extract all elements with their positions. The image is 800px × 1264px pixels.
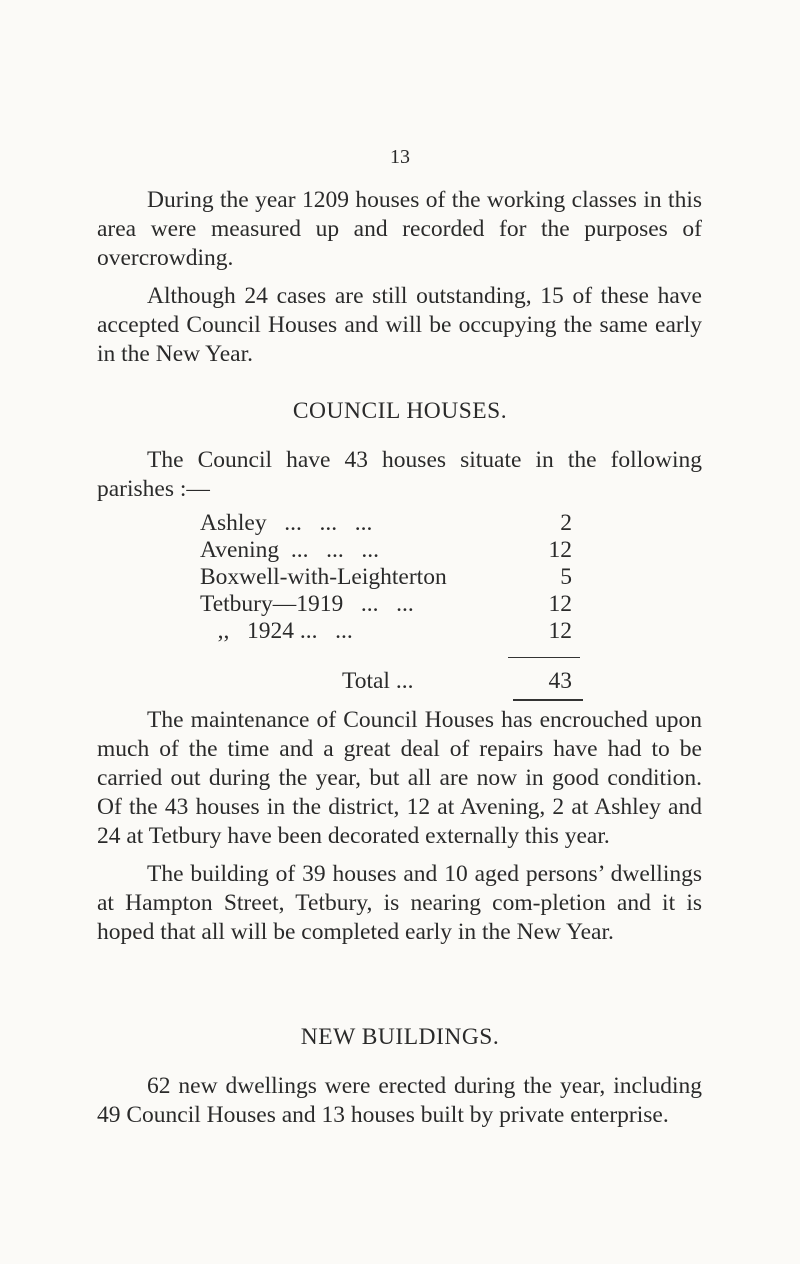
paragraph-council-houses-intro bbox=[97, 446, 702, 504]
parish-name: Avening ... ... ... bbox=[200, 537, 380, 563]
paragraph-text: Although 24 cases are still outstanding, 15 of these have accepted Council Houses and will be occupying the same early in the New Year. bbox=[97, 283, 702, 367]
total-label: Total ... bbox=[342, 668, 414, 694]
table-total-row bbox=[200, 668, 600, 696]
paragraph-text: The building of 39 houses and 10 aged persons’ dwellings at Hampton Street, Tetbury, is nearing com-pletion and it is hoped that all will be completed early in the New Year. bbox=[97, 861, 702, 945]
total-value: 43 bbox=[548, 668, 572, 694]
table-row bbox=[200, 537, 600, 565]
table-row bbox=[200, 591, 600, 619]
paragraph-working-class-houses bbox=[97, 186, 702, 273]
parish-count: 12 bbox=[548, 537, 572, 563]
parish-name: ,, 1924 ... ... bbox=[200, 618, 353, 644]
total-rule-top bbox=[508, 657, 580, 658]
heading-council-houses: COUNCIL HOUSES. bbox=[292, 398, 508, 424]
parish-name: Boxwell-with-Leighterton bbox=[200, 564, 447, 590]
paragraph-outstanding-cases bbox=[97, 282, 702, 369]
heading-new-buildings: NEW BUILDINGS. bbox=[300, 1024, 500, 1050]
paragraph-new-dwellings bbox=[97, 1072, 702, 1130]
page-number: 13 bbox=[390, 146, 410, 168]
paragraph-text: 62 new dwellings were erected during the year, including 49 Council Houses and 13 houses built by private enterprise. bbox=[97, 1073, 702, 1128]
paragraph-text: The maintenance of Council Houses has encrouched upon much of the time and a great deal of repairs have had to be carried out during the year, but all are now in good condition. Of the 43 houses in the district, 12 at Avening, 2 at Ashley and 24 at Tetbury have been decorated externally this year. bbox=[97, 707, 702, 849]
table-row bbox=[200, 510, 600, 538]
parish-count: 2 bbox=[560, 510, 572, 536]
parish-count: 12 bbox=[548, 591, 572, 617]
paragraph-text: The Council have 43 houses situate in the following parishes :— bbox=[97, 447, 702, 502]
parish-count: 5 bbox=[560, 564, 572, 590]
total-rule-bottom bbox=[513, 699, 583, 701]
paragraph-maintenance bbox=[97, 706, 702, 851]
parish-name: Ashley ... ... ... bbox=[200, 510, 373, 536]
parish-count: 12 bbox=[548, 618, 572, 644]
parish-name: Tetbury—1919 ... ... bbox=[200, 591, 414, 617]
table-row bbox=[200, 618, 600, 646]
table-row bbox=[200, 564, 600, 592]
paragraph-hampton-street bbox=[97, 860, 702, 947]
paragraph-text: During the year 1209 houses of the working classes in this area were measured up and recorded for the purposes of overcrowding. bbox=[97, 187, 702, 271]
